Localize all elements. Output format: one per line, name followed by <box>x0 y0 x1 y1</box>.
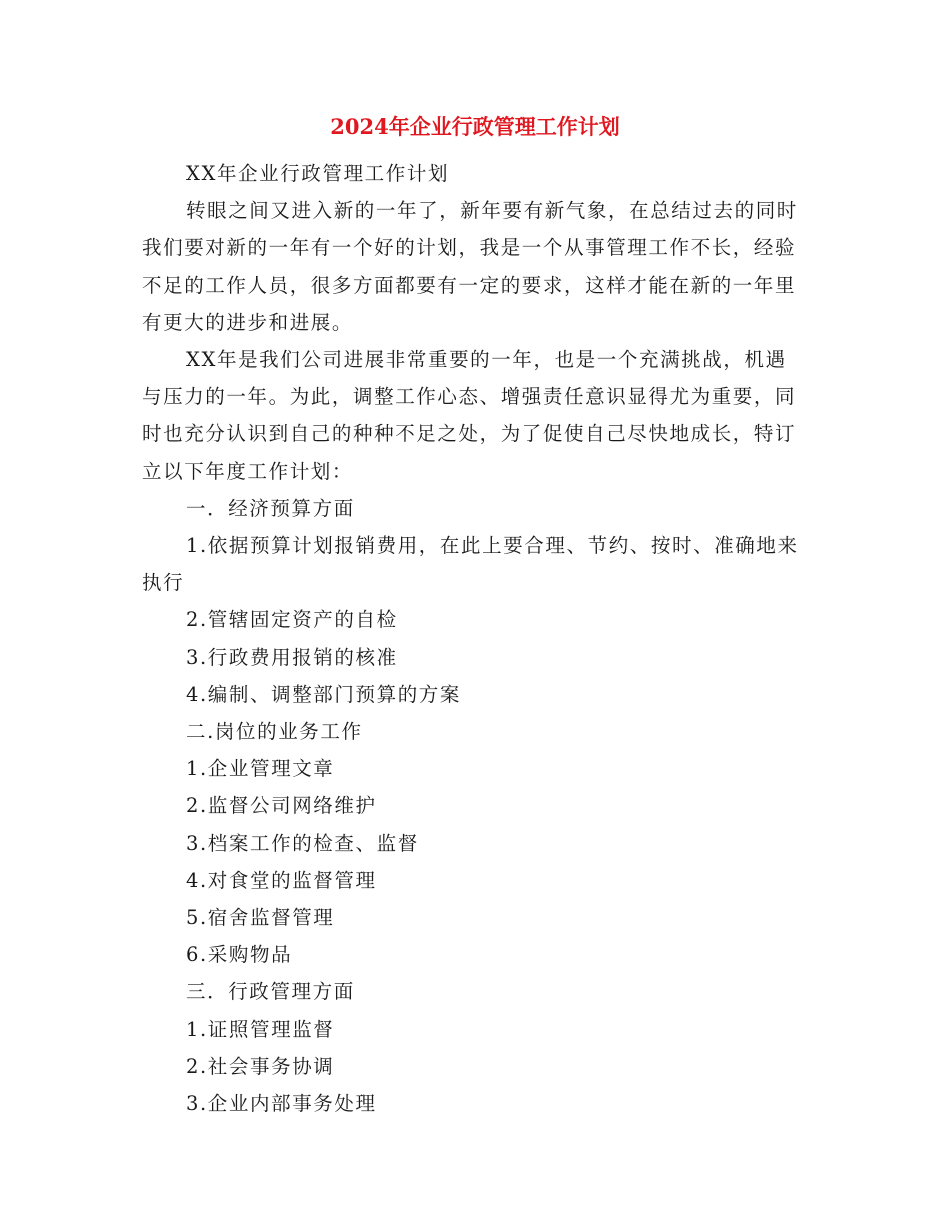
admin-item-3: 3.企业内部事务处理 <box>186 1092 377 1116</box>
subtitle-paragraph: XX年企业行政管理工作计划 <box>186 162 450 185</box>
section-heading-admin: 三．行政管理方面 <box>186 980 355 1004</box>
budget-item-2: 2.管辖固定资产的自检 <box>186 608 398 632</box>
budget-item-3: 3.行政费用报销的核准 <box>186 645 398 669</box>
business-item-5: 5.宿舍监督管理 <box>186 906 335 930</box>
document-body <box>142 155 802 1122</box>
budget-item-1: 1.依据预算计划报销费用，在此上要合理、节约、按时、准确地来执行 <box>142 534 799 595</box>
section-heading-budget: 一．经济预算方面 <box>186 496 355 520</box>
budget-item-4: 4.编制、调整部门预算的方案 <box>186 682 462 706</box>
admin-item-2: 2.社会事务协调 <box>186 1054 335 1078</box>
business-item-2: 2.监督公司网络维护 <box>186 794 377 818</box>
business-item-3: 3.档案工作的检查、监督 <box>186 831 419 855</box>
intro-paragraph: 转眼之间又进入新的一年了，新年要有新气象，在总结过去的同时我们要对新的一年有一个好的计划，我是一个从事管理工作不长，经验不足的工作人员，很多方面都要有一定的要求，这样才能在新的一年里有更大的进步和进展。 <box>142 199 798 334</box>
section-heading-business: 二.岗位的业务工作 <box>186 720 363 744</box>
document-title: 2024年企业行政管理工作计划 <box>330 114 620 139</box>
admin-item-1: 1.证照管理监督 <box>186 1017 335 1041</box>
business-item-1: 1.企业管理文章 <box>186 757 335 781</box>
plan-overview-paragraph: XX年是我们公司进展非常重要的一年，也是一个充满挑战，机遇与压力的一年。为此，调整工作心态、增强责任意识显得尤为重要，同时也充分认识到自己的种种不足之处，为了促使自己尽快地成长，特订立以下年度工作计划： <box>142 348 797 483</box>
business-item-4: 4.对食堂的监督管理 <box>186 868 377 892</box>
business-item-6: 6.采购物品 <box>186 943 293 967</box>
